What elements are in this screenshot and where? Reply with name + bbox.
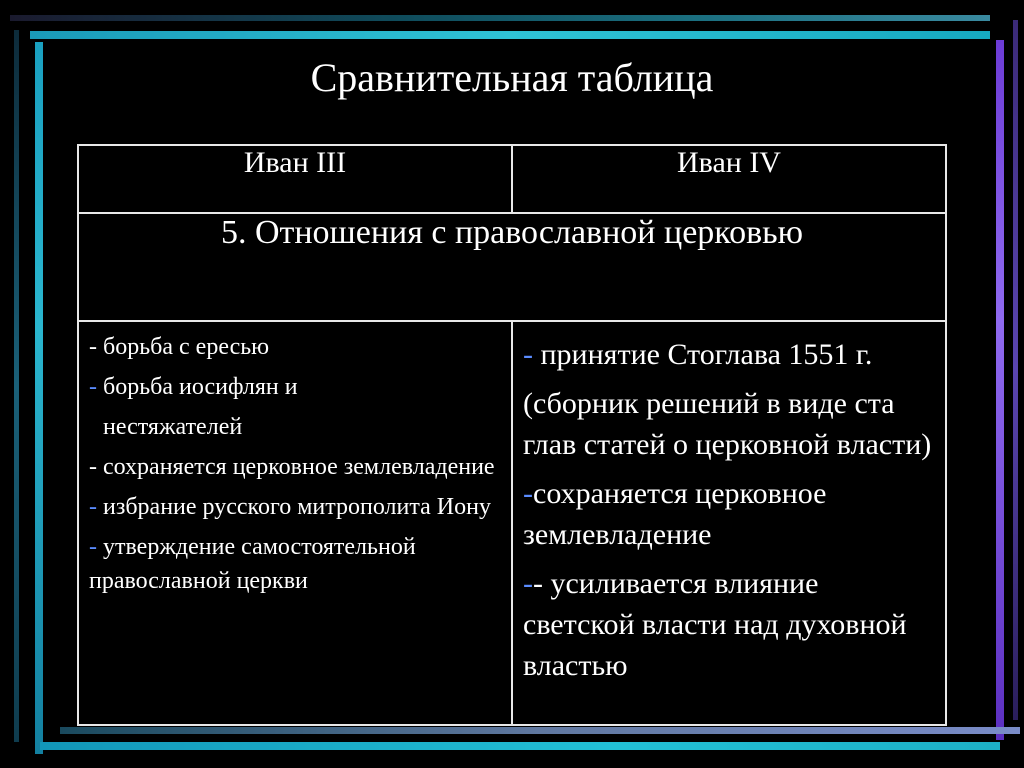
bullet-dash: -: [89, 334, 97, 360]
frame-bar-top-inner: [30, 31, 990, 39]
list-item-text: сохраняется церковное землевладение: [523, 477, 827, 551]
bullet-dash: -: [89, 534, 97, 560]
bullet-dash: -: [523, 567, 533, 600]
list-item-text: (сборник решений в виде ста глав статей о церковной власти): [523, 387, 932, 461]
list-item: [89, 490, 503, 524]
list-item: [523, 334, 937, 375]
list-item-text: нестяжателей: [103, 414, 243, 440]
list-item: [89, 450, 503, 484]
list-item: [523, 383, 937, 465]
list-item-text: избрание русского митрополита Иону: [97, 494, 491, 520]
slide-title: Сравнительная таблица: [310, 55, 714, 100]
bullet-dash: -: [89, 374, 97, 400]
list-item-text: борьба иосифлян и: [97, 374, 298, 400]
list-item-text: - усиливается влияние светской власти над духовной властью: [523, 567, 907, 682]
header-ivan-iii: Иван III: [78, 145, 512, 213]
frame-bar-bottom-outer: [40, 742, 1000, 750]
table-body-row: [78, 321, 946, 725]
list-item-text: принятие Стоглава 1551 г.: [533, 338, 873, 371]
frame-bar-bottom-inner: [60, 727, 1020, 734]
frame-bar-left-inner: [35, 42, 43, 754]
list-item-text: утверждение самостоятельной православной церкви: [89, 534, 416, 594]
list-item: [523, 473, 937, 555]
bullet-dash: -: [523, 338, 533, 371]
section-title-row: [78, 213, 946, 321]
bullet-dash: -: [89, 454, 97, 480]
list-item: [89, 330, 503, 364]
ivan-iii-cell: [78, 321, 512, 725]
frame-bar-top-outer: [10, 15, 990, 21]
list-item-text: сохраняется церковное землевладение: [97, 454, 495, 480]
comparison-table: [77, 144, 947, 726]
frame-bar-right-outer: [1013, 20, 1018, 720]
list-item: [89, 530, 503, 598]
section-title: 5. Отношения с православной церковью: [78, 213, 946, 321]
list-item-text: борьба с ересью: [97, 334, 270, 360]
frame-bar-right-inner: [996, 40, 1004, 740]
bullet-dash: -: [523, 477, 533, 510]
bullet-dash: -: [89, 494, 97, 520]
table-header-row: [78, 145, 946, 213]
list-item: [523, 563, 937, 686]
ivan-iv-cell: [512, 321, 946, 725]
list-item-continuation: [89, 410, 503, 444]
header-ivan-iv: Иван IV: [512, 145, 946, 213]
list-item: [89, 370, 503, 404]
frame-bar-left-outer: [14, 30, 19, 742]
